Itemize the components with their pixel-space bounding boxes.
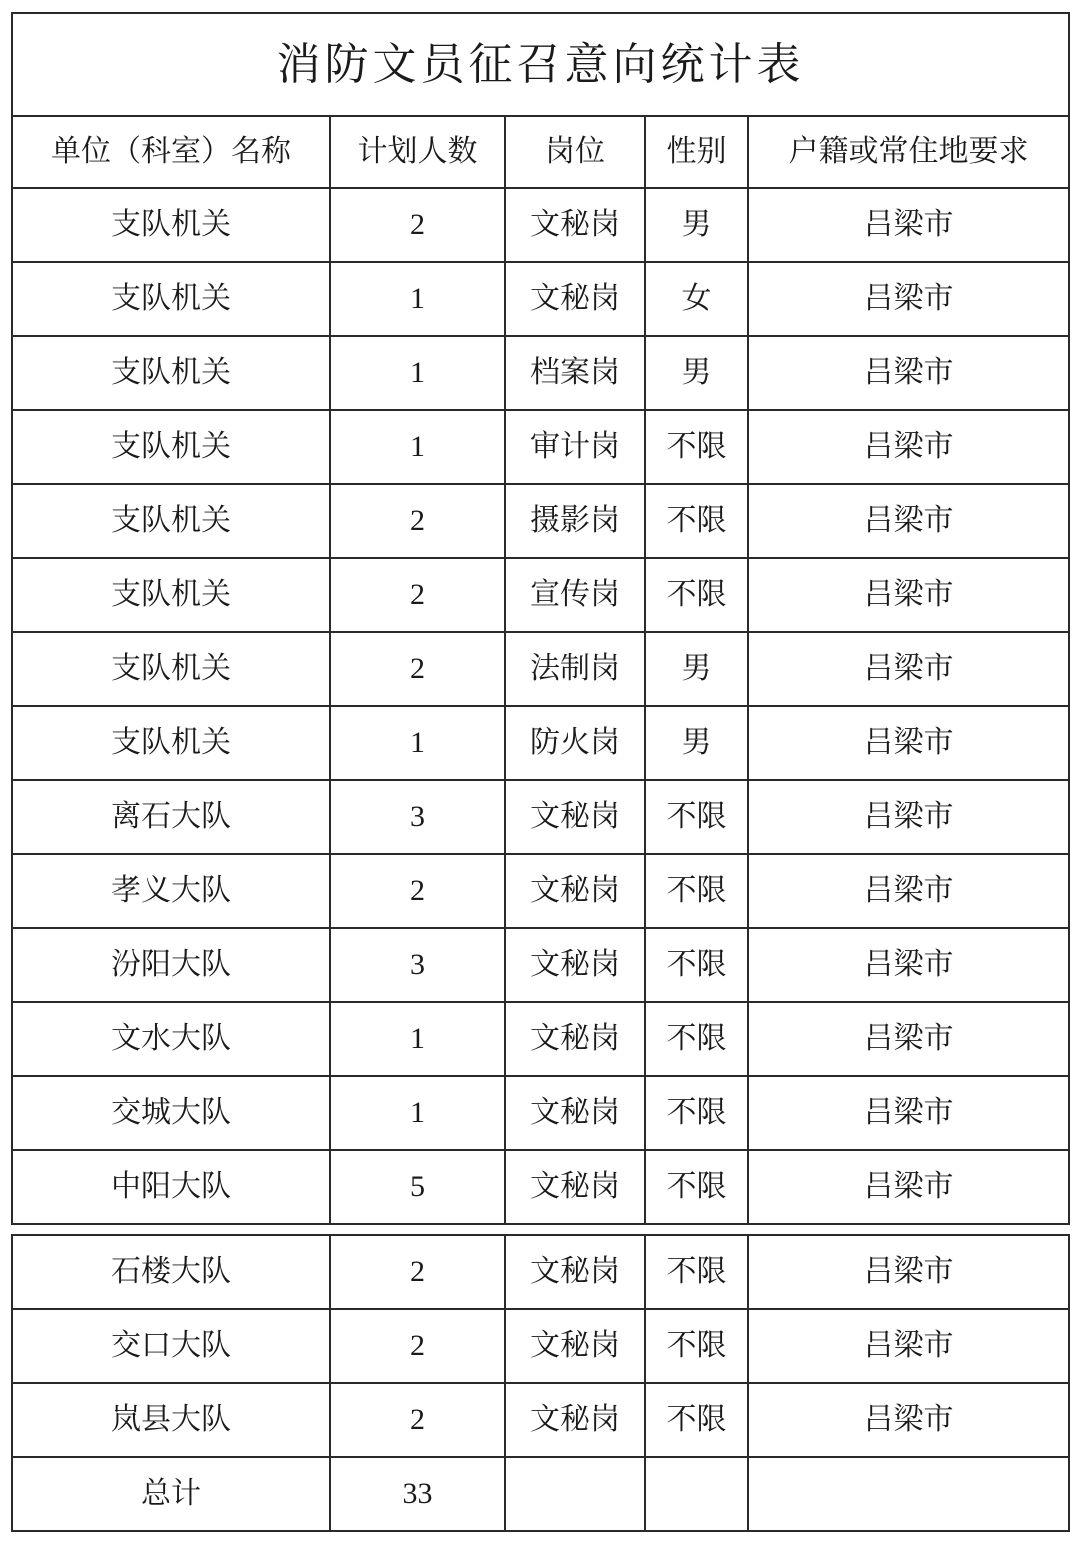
cell-gender: 不限: [645, 1383, 748, 1457]
cell-position: 文秘岗: [505, 1150, 645, 1224]
cell-position: 文秘岗: [505, 188, 645, 262]
table-row: [12, 854, 1069, 928]
cell-planned-count: 2: [330, 632, 505, 706]
cell-position: 文秘岗: [505, 1383, 645, 1457]
cell-unit: 支队机关: [12, 632, 330, 706]
cell-unit: 交城大队: [12, 1076, 330, 1150]
cell-planned-count: 1: [330, 1002, 505, 1076]
cell-residence: 吕梁市: [748, 1002, 1069, 1076]
cell-residence: 吕梁市: [748, 1150, 1069, 1224]
cell-residence: 吕梁市: [748, 262, 1069, 336]
table-row: [12, 484, 1069, 558]
recruitment-table-page2: [11, 1234, 1070, 1532]
cell-position: 文秘岗: [505, 1235, 645, 1309]
cell-gender: 不限: [645, 1002, 748, 1076]
cell-unit: 离石大队: [12, 780, 330, 854]
total-value: 33: [330, 1457, 505, 1531]
cell-planned-count: 2: [330, 1309, 505, 1383]
table-row: [12, 262, 1069, 336]
cell-gender: 不限: [645, 1076, 748, 1150]
cell-unit: 支队机关: [12, 410, 330, 484]
table-row: [12, 1235, 1069, 1309]
cell-position: 防火岗: [505, 706, 645, 780]
cell-position: 文秘岗: [505, 854, 645, 928]
cell-gender: 男: [645, 706, 748, 780]
cell-planned-count: 1: [330, 706, 505, 780]
recruitment-table-page1: [11, 12, 1070, 1225]
cell-planned-count: 2: [330, 188, 505, 262]
cell-position: 摄影岗: [505, 484, 645, 558]
cell-planned-count: 1: [330, 262, 505, 336]
cell-unit: 支队机关: [12, 336, 330, 410]
cell-position: 审计岗: [505, 410, 645, 484]
cell-gender: 不限: [645, 928, 748, 1002]
cell-gender: 男: [645, 188, 748, 262]
cell-position: 文秘岗: [505, 780, 645, 854]
cell-unit: 支队机关: [12, 558, 330, 632]
cell-gender: 不限: [645, 1235, 748, 1309]
column-header-position: 岗位: [505, 116, 645, 188]
table-row: [12, 706, 1069, 780]
cell-residence: 吕梁市: [748, 484, 1069, 558]
cell-residence: 吕梁市: [748, 1076, 1069, 1150]
cell-gender: 不限: [645, 1309, 748, 1383]
cell-position: 文秘岗: [505, 928, 645, 1002]
cell-planned-count: 3: [330, 928, 505, 1002]
cell-residence: 吕梁市: [748, 1383, 1069, 1457]
cell-gender: 女: [645, 262, 748, 336]
cell-gender: 男: [645, 632, 748, 706]
table-row: [12, 632, 1069, 706]
table-row: [12, 1076, 1069, 1150]
cell-planned-count: 1: [330, 1076, 505, 1150]
table-row: [12, 188, 1069, 262]
table-body-page1: [12, 188, 1069, 1224]
cell-position: 宣传岗: [505, 558, 645, 632]
cell-gender: 不限: [645, 558, 748, 632]
table-row: [12, 336, 1069, 410]
column-header-residence-requirement: 户籍或常住地要求: [748, 116, 1069, 188]
cell-position: 法制岗: [505, 632, 645, 706]
cell-gender: 不限: [645, 854, 748, 928]
total-row: [12, 1457, 1069, 1531]
cell-residence: 吕梁市: [748, 780, 1069, 854]
cell-residence: 吕梁市: [748, 410, 1069, 484]
table-title: 消防文员征召意向统计表: [12, 13, 1069, 116]
cell-unit: 交口大队: [12, 1309, 330, 1383]
column-header-gender: 性别: [645, 116, 748, 188]
cell-residence: 吕梁市: [748, 336, 1069, 410]
cell-unit: 孝义大队: [12, 854, 330, 928]
cell-gender: 不限: [645, 1150, 748, 1224]
table-row: [12, 1309, 1069, 1383]
table-row: [12, 1002, 1069, 1076]
cell-gender: 男: [645, 336, 748, 410]
cell-unit: 岚县大队: [12, 1383, 330, 1457]
total-label: 总计: [12, 1457, 330, 1531]
cell-planned-count: 1: [330, 336, 505, 410]
empty-cell: [645, 1457, 748, 1531]
header-row: [12, 116, 1069, 188]
cell-unit: 中阳大队: [12, 1150, 330, 1224]
cell-residence: 吕梁市: [748, 854, 1069, 928]
cell-residence: 吕梁市: [748, 632, 1069, 706]
table-row: [12, 558, 1069, 632]
cell-planned-count: 2: [330, 484, 505, 558]
cell-planned-count: 3: [330, 780, 505, 854]
cell-planned-count: 1: [330, 410, 505, 484]
cell-planned-count: 2: [330, 1235, 505, 1309]
cell-unit: 文水大队: [12, 1002, 330, 1076]
empty-cell: [748, 1457, 1069, 1531]
empty-cell: [505, 1457, 645, 1531]
cell-planned-count: 2: [330, 854, 505, 928]
cell-unit: 汾阳大队: [12, 928, 330, 1002]
table-row: [12, 928, 1069, 1002]
cell-unit: 支队机关: [12, 188, 330, 262]
cell-unit: 支队机关: [12, 484, 330, 558]
table-row: [12, 410, 1069, 484]
cell-residence: 吕梁市: [748, 188, 1069, 262]
cell-gender: 不限: [645, 780, 748, 854]
cell-unit: 石楼大队: [12, 1235, 330, 1309]
cell-unit: 支队机关: [12, 706, 330, 780]
cell-position: 档案岗: [505, 336, 645, 410]
table-row: [12, 1383, 1069, 1457]
cell-position: 文秘岗: [505, 262, 645, 336]
cell-position: 文秘岗: [505, 1309, 645, 1383]
table-body-page2: [12, 1235, 1069, 1457]
cell-position: 文秘岗: [505, 1002, 645, 1076]
column-header-unit: 单位（科室）名称: [12, 116, 330, 188]
cell-planned-count: 5: [330, 1150, 505, 1224]
cell-residence: 吕梁市: [748, 558, 1069, 632]
cell-position: 文秘岗: [505, 1076, 645, 1150]
cell-gender: 不限: [645, 410, 748, 484]
cell-residence: 吕梁市: [748, 1235, 1069, 1309]
cell-residence: 吕梁市: [748, 706, 1069, 780]
cell-planned-count: 2: [330, 1383, 505, 1457]
table-row: [12, 1150, 1069, 1224]
cell-residence: 吕梁市: [748, 1309, 1069, 1383]
cell-planned-count: 2: [330, 558, 505, 632]
title-row: [12, 13, 1069, 116]
cell-gender: 不限: [645, 484, 748, 558]
cell-unit: 支队机关: [12, 262, 330, 336]
table-row: [12, 780, 1069, 854]
cell-residence: 吕梁市: [748, 928, 1069, 1002]
column-header-planned-count: 计划人数: [330, 116, 505, 188]
